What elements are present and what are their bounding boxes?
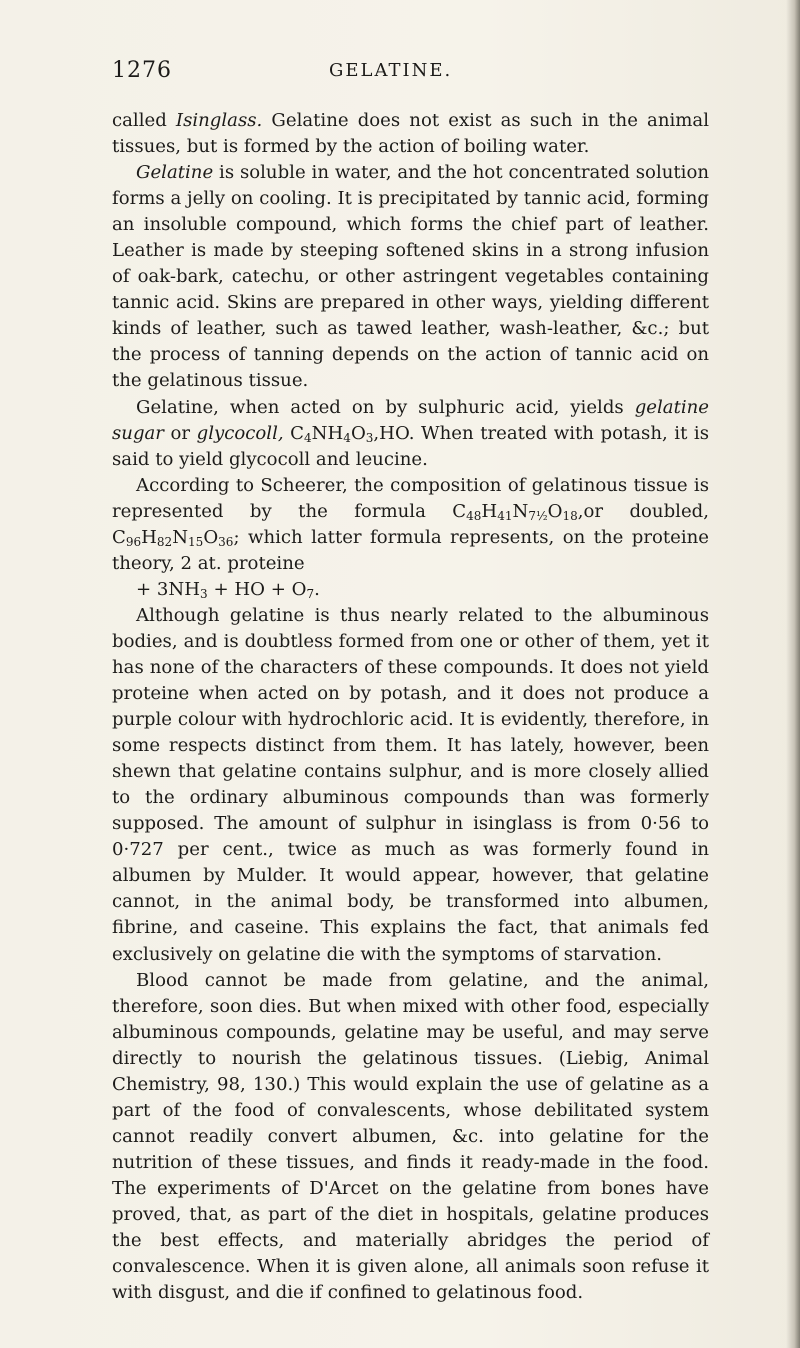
text-run: Gelatine does not exist as such in the animal tissues, but is formed by the action of boiling water. [112,110,709,158]
text-run: O [547,500,563,522]
text-run: O [350,422,366,444]
subscript: 96 [125,534,142,549]
text-run: According to Scheerer, the composition of gelatinous tissue is represented by the formula C [112,474,709,522]
running-title: GELATINE. [329,60,453,81]
text-run: N [512,500,529,522]
italic-term: Gelatine [136,162,214,184]
subscript: 4 [343,430,351,445]
text-run: ; which latter formula represents, on the proteine theory, 2 at. proteine [112,526,709,574]
text-run: ,or doubled, C [112,500,709,548]
page-edge-shadow [786,0,800,1348]
paragraph-3 [112,395,709,473]
formula-line [112,577,709,603]
subscript: 7 [306,586,315,601]
text-run: called [112,110,176,131]
subscript: 18 [562,508,578,523]
page-header [112,58,710,88]
text-run: ,HO. When treated with potash, it is said to yield glycocoll and leucine. [112,422,709,470]
italic-term: glycocoll, [196,422,284,444]
text-run: + HO + O [207,578,307,600]
text-run: C [283,422,305,444]
subscript: 4 [304,430,312,445]
paragraph-2 [112,160,709,394]
formula-glycocoll [284,423,374,444]
subscript: 15 [188,534,204,549]
text-run: . [314,578,320,600]
text-run: O [203,526,219,548]
text-run: Gelatine, when acted on by sulphuric acid, yields [136,396,635,418]
subscript: 3 [200,586,208,601]
paragraph-4 [112,473,709,603]
text-run: is soluble in water, and the hot concentrated solution forms a jelly on cooling. It is precipitated by tannic acid, forming an insoluble compound, which forms the chief part of leather. Leather is made by steeping softened skins in a strong infusion of oak-bark, catechu, or other astringent vegetables containing tannic acid. Skins are prepared in other ways, yielding different kinds of leather, such as tawed leather, wash-leather, &c.; but the process of tanning depends on the action of tannic acid on the gelatinous tissue. [112,162,709,392]
text-run: + 3NH [136,578,201,600]
page-number: 1276 [112,58,172,83]
body-text [112,108,709,1306]
italic-term: Isinglass. [175,110,263,131]
text-run: or [163,422,197,444]
text-run: NH [311,422,344,444]
text-run: H [141,526,157,548]
paragraph-5: Although gelatine is thus nearly related to the albuminous bodies, and is doubtless formed from one or other of them, yet it has none of the characters of these compounds. It does not yield proteine when acted on by potash, and it does not produce a purple colour with hydrochloric acid. It is evidently, therefore, in some respects distinct from them. It has lately, however, been shewn that gelatine contains sulphur, and is more closely allied to the ordinary albuminous compounds than was formerly supposed. The amount of sulphur in isinglass is from 0·56 to 0·727 per cent., twice as much as was formerly found in albumen by Mulder. It would appear, however, that gelatine cannot, in the animal body, be transformed into albumen, fibrine, and caseine. This explains the fact, that animals fed exclusively on gelatine die with the symptoms of starvation. [112,604,709,965]
paragraph-1 [112,108,709,160]
subscript: 3 [365,430,374,445]
subscript: 41 [497,508,513,523]
paragraph-6: Blood cannot be made from gelatine, and the animal, therefore, soon dies. But when mixed with other food, especially albuminous compounds, gelatine may be useful, and may serve directly to nourish the gelatinous tissues. (Liebig, Animal Chemistry, 98, 130.) This would explain the use of gelatine as a part of the food of convalescents, whose debilitated system cannot readily convert albumen, &c. into gelatine for the nutrition of these tissues, and finds it ready-made in the food. The experiments of D'Arcet on the gelatine from bones have proved, that, as part of the diet in hospitals, gelatine produces the best effects, and materially abridges the period of convalescence. When it is given alone, all animals soon refuse it with disgust, and die if confined to gelatinous food. [112,969,709,1304]
subscript: 48 [466,508,482,523]
subscript: 82 [156,534,173,549]
subscript: 36 [218,534,234,549]
text-run: H [481,500,498,522]
text-run: N [172,526,189,548]
italic-term: gelatine sugar [112,396,709,444]
subscript: 7½ [528,508,548,523]
